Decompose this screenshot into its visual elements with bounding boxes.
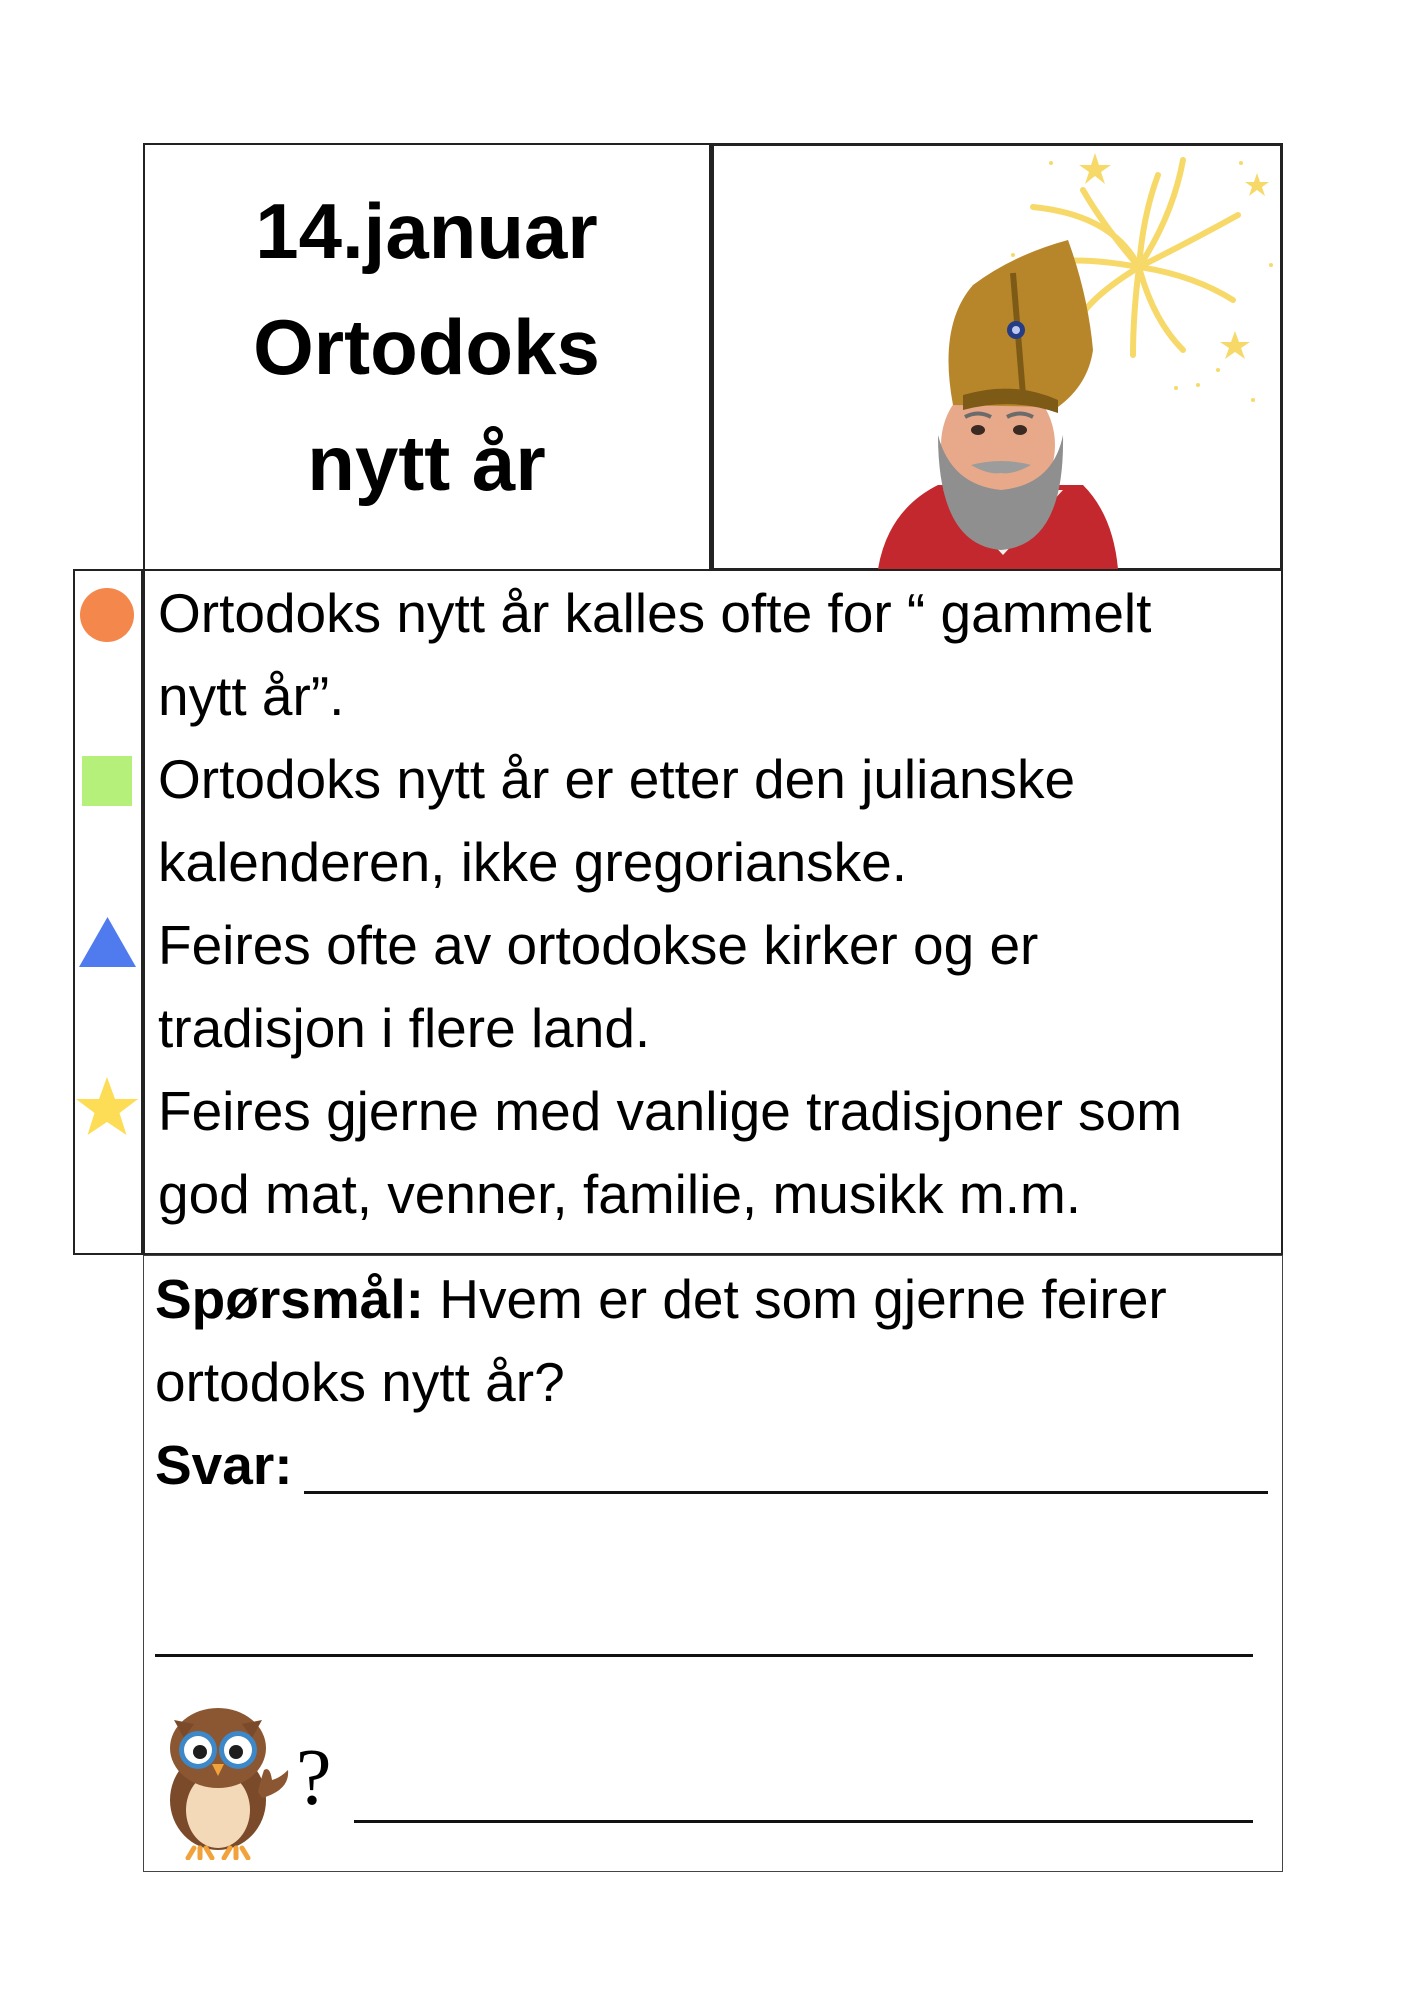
question-label: Spørsmål: [155, 1268, 424, 1330]
owl-question-mark: ? [296, 1734, 332, 1822]
title-event-line1: Ortodoks [253, 303, 600, 391]
question-line-1 [155, 1258, 1167, 1341]
fact-3-line-2: tradisjon i flere land. [158, 997, 651, 1059]
answer-line-2[interactable] [155, 1654, 1253, 1657]
fact-1-line-1: Ortodoks nytt år kalles ofte for “ gammelt [158, 582, 1152, 644]
fact-1-line-2: nytt år”. [158, 665, 345, 727]
fact-2-line-2: kalenderen, ikke gregorianske. [158, 831, 908, 893]
orange-circle-icon [79, 587, 135, 643]
green-square-icon [82, 756, 132, 806]
fact-4-line-2: god mat, venner, familie, musikk m.m. [158, 1163, 1082, 1225]
title-event-line2: nytt år [307, 419, 546, 507]
facts-icon-column [73, 569, 143, 1255]
fact-3-line-1: Feires ofte av ortodokse kirker og er [158, 914, 1039, 976]
question-text-part1: Hvem er det som gjerne feirer [423, 1268, 1167, 1330]
title-date: 14.januar [255, 187, 598, 275]
answer-line-1[interactable] [304, 1491, 1268, 1494]
question-line-2: ortodoks nytt år? [155, 1351, 565, 1413]
fact-2-line-1: Ortodoks nytt år er etter den julianske [158, 748, 1076, 810]
blue-triangle-icon [79, 917, 136, 967]
owl-icon [160, 1700, 300, 1860]
bishop-illustration [713, 145, 1281, 569]
answer-label: Svar: [155, 1434, 293, 1496]
fact-4-line-1: Feires gjerne med vanlige tradisjoner som [158, 1080, 1183, 1142]
yellow-star-icon [76, 1077, 138, 1137]
answer-line-3[interactable] [354, 1820, 1253, 1823]
